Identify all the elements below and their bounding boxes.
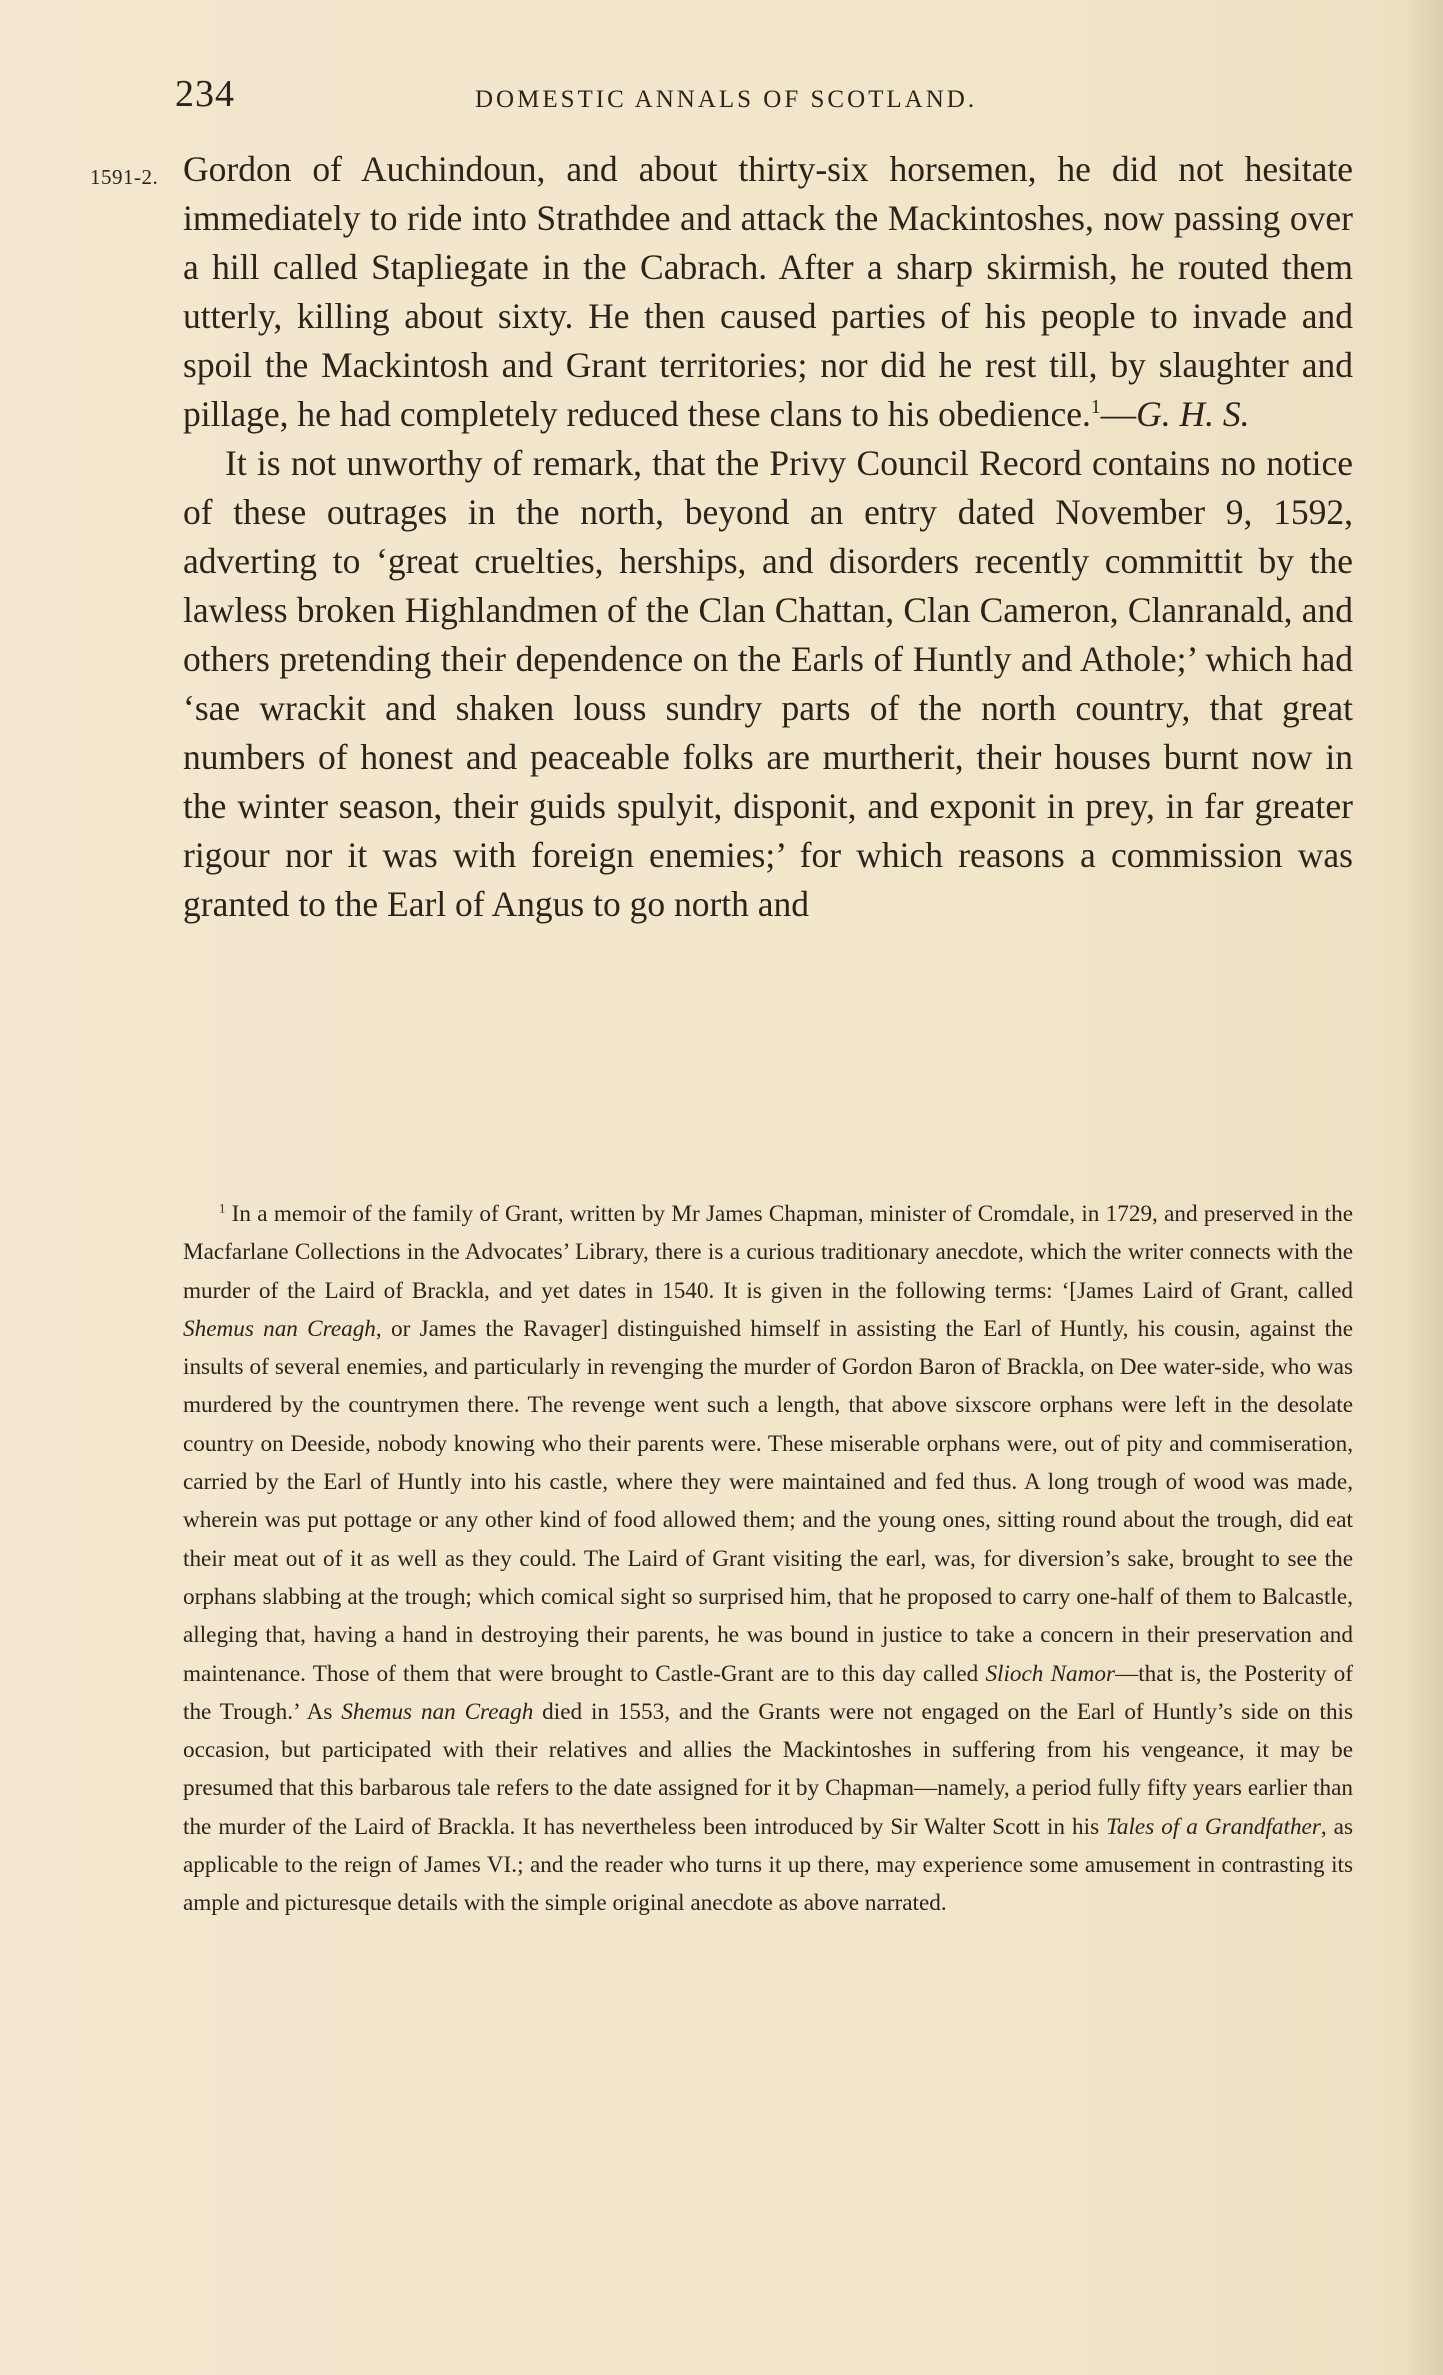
text-run: In a memoir of the family of Grant, written by Mr James Chapman, minister of Cromdale, in 1729, and preserved in the Macfarlane Collections in the Advocates’ Library, there is a curious traditionary anecdote, which the writer connects with the murder of the Laird of Brackla, and yet dates in 1540. It is given in the following terms: ‘[James Laird of Grant, called (183, 1201, 1353, 1304)
italic-run: Shemus nan Creagh (341, 1698, 534, 1725)
text-run: It is not unworthy of remark, that the Privy Council Record contains no notice of these outrages in the north, beyond an entry dated November 9, 1592, adverting to ‘great cruelties, herships, and disorders recently committit by the lawless broken Highlandmen of the Clan Chattan, Clan Cameron, Clanranald, and others pretending their dependence on the Earls of Huntly and Athole;’ which had ‘sae wrackit and shaken louss sundry parts of the north country, that great numbers of honest and peaceable folks are murtherit, their houses burnt now in the winter season, their guids spulyit, disponit, and exponit in prey, in far greater rigour nor it was with foreign enemies;’ for which reasons a commission was granted to the Earl of Angus to go north and (183, 443, 1353, 924)
paragraph (183, 145, 1353, 439)
text-run: , or James the Ravager] distinguished himself in assisting the Earl of Huntly, his cousin, against the insults of several enemies, and particularly in revenging the murder of Gordon Baron of Brackla, on Dee water-side, who was murdered by the countrymen there. The revenge went such a length, that above sixscore orphans were left in the desolate country on Deeside, nobody knowing who their parents were. These miserable orphans were, out of pity and commiseration, carried by the Earl of Huntly into his castle, where they were maintained and fed thus. A long trough of wood was made, wherein was put pottage or any other kind of food allowed them; and the young ones, sitting round about the trough, did eat their meat out of it as well as they could. The Laird of Grant visiting the earl, was, for diversion’s sake, brought to see the orphans slabbing at the trough; which comical sight so surprised him, that he proposed to carry one-half of them to Balcastle, alleging that, having a hand in destroying their parents, he was bound in justice to take a concern in their preservation and maintenance. Those of them that were brought to Castle-Grant are to this day called (183, 1315, 1353, 1687)
running-title: DOMESTIC ANNALS OF SCOTLAND. (475, 86, 978, 113)
italic-run: Slioch Namor (985, 1660, 1115, 1687)
paragraph (183, 439, 1353, 929)
text-run: — (1100, 394, 1137, 434)
text-run: died in 1553, and the Grants were not engaged on the Earl of Huntly’s side on this occasion, but participated with their relatives and allies the Mackintoshes in suffering from his vengeance, it may be presumed that this barbarous tale refers to the date assigned for it by Chapman—namely, a period fully fifty years earlier than the murder of the Laird of Brackla. It has nevertheless been introduced by Sir Walter Scott in his (183, 1698, 1354, 1840)
footnote-marker: 1 (219, 1201, 226, 1216)
page-edge-shadow (1403, 0, 1443, 2375)
running-head (175, 72, 1355, 122)
author-initials: G. H. S. (1136, 394, 1250, 434)
text-run: —that is, the Posterity of the Trough.’ As (183, 1660, 1353, 1725)
footnote (183, 1195, 1353, 1923)
italic-run: Shemus nan Creagh (183, 1315, 376, 1342)
footnote-section (183, 1195, 1353, 1923)
page-number: 234 (175, 73, 235, 115)
italic-run: Tales of a Grandfather (1106, 1813, 1321, 1840)
text-run: , as applicable to the reign of James VI.; and the reader who turns it up there, may experience some amusement in contrasting its ample and picturesque details with the simple original anecdote as above narrated. (183, 1813, 1353, 1917)
margin-date-note: 1591-2. (90, 165, 159, 189)
text-run: Gordon of Auchindoun, and about thirty-six horsemen, he did not hesitate immediately to ride into Strathdee and attack the Mackintoshes, now passing over a hill called Stapliegate in the Cabrach. After a sharp skirmish, he routed them utterly, killing about sixty. He then caused parties of his people to invade and spoil the Mackintosh and Grant territories; nor did he rest till, by slaughter and pillage, he had completely reduced these clans to his obedience. (183, 149, 1353, 434)
main-text (183, 145, 1353, 929)
footnote-reference: 1 (1090, 397, 1101, 419)
